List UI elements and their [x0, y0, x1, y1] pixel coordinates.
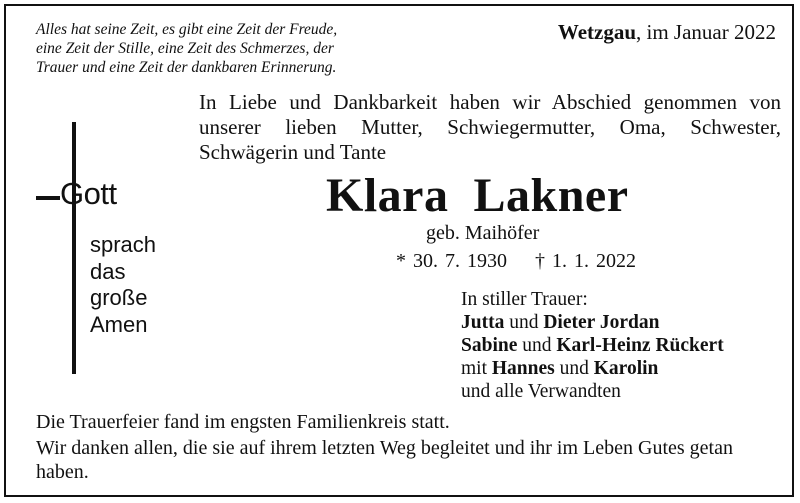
life-dates: * 30. 7. 1930 † 1. 1. 2022: [396, 250, 636, 272]
cross-word: große: [90, 285, 148, 310]
mourner-row: [461, 357, 724, 380]
closing-line: Wir danken allen, die sie auf ihrem letzten Weg begleitet und ihr im Leben Gutes getan haben.: [36, 437, 733, 483]
mourner-name: Jutta: [461, 312, 505, 333]
cross-vertical-bar: [72, 122, 76, 374]
mourner-row: [461, 311, 724, 334]
connector: und: [504, 312, 544, 333]
cross-word: Amen: [90, 311, 148, 337]
cross-word: sprach: [90, 232, 157, 257]
birth-name: geb. Maihöfer: [426, 222, 540, 244]
connector: und: [554, 358, 594, 379]
connector: und: [517, 335, 557, 356]
date: , im Januar 2022: [636, 20, 776, 44]
cross-horizontal-bar: [36, 196, 60, 200]
closing-line: Die Trauerfeier fand im engsten Familienkreis statt.: [36, 411, 450, 433]
quote-block: [36, 20, 406, 77]
place-date: [558, 20, 776, 45]
quote-line: eine Zeit der Stille, eine Zeit des Schmerzes, der: [36, 40, 334, 57]
intro-line: In Liebe und Dankbarkeit haben wir Abschied genommen von: [199, 90, 781, 114]
obituary-notice: [4, 4, 794, 497]
connector: mit: [461, 358, 492, 379]
intro-line: unserer lieben Mutter, Schwiegermutter, Oma, Schwester,: [199, 115, 781, 139]
mourners-block: [461, 288, 724, 403]
cross-word-gott: Gott: [60, 176, 117, 211]
mourner-name: Sabine: [461, 335, 518, 356]
mourners-footer: und alle Verwandten: [461, 381, 621, 402]
quote-line: Alles hat seine Zeit, es gibt eine Zeit der Freude,: [36, 21, 338, 38]
cross-word: das: [90, 258, 126, 284]
intro-text: [199, 90, 781, 165]
mourners-heading: In stiller Trauer:: [461, 289, 588, 310]
mourner-name: Hannes: [491, 358, 555, 379]
quote-line: Trauer und eine Zeit der dankbaren Erinnerung.: [36, 59, 337, 76]
cross-words: [90, 232, 156, 338]
closing-text: [36, 410, 776, 484]
mourner-name: Dieter Jordan: [543, 312, 660, 333]
mourner-name: Karl-Heinz Rückert: [556, 335, 724, 356]
intro-line: Schwägerin und Tante: [199, 140, 387, 164]
mourner-name: Karolin: [593, 358, 659, 379]
deceased-name: Klara Lakner: [326, 169, 629, 222]
mourner-row: [461, 334, 724, 357]
place: Wetzgau: [557, 20, 637, 44]
